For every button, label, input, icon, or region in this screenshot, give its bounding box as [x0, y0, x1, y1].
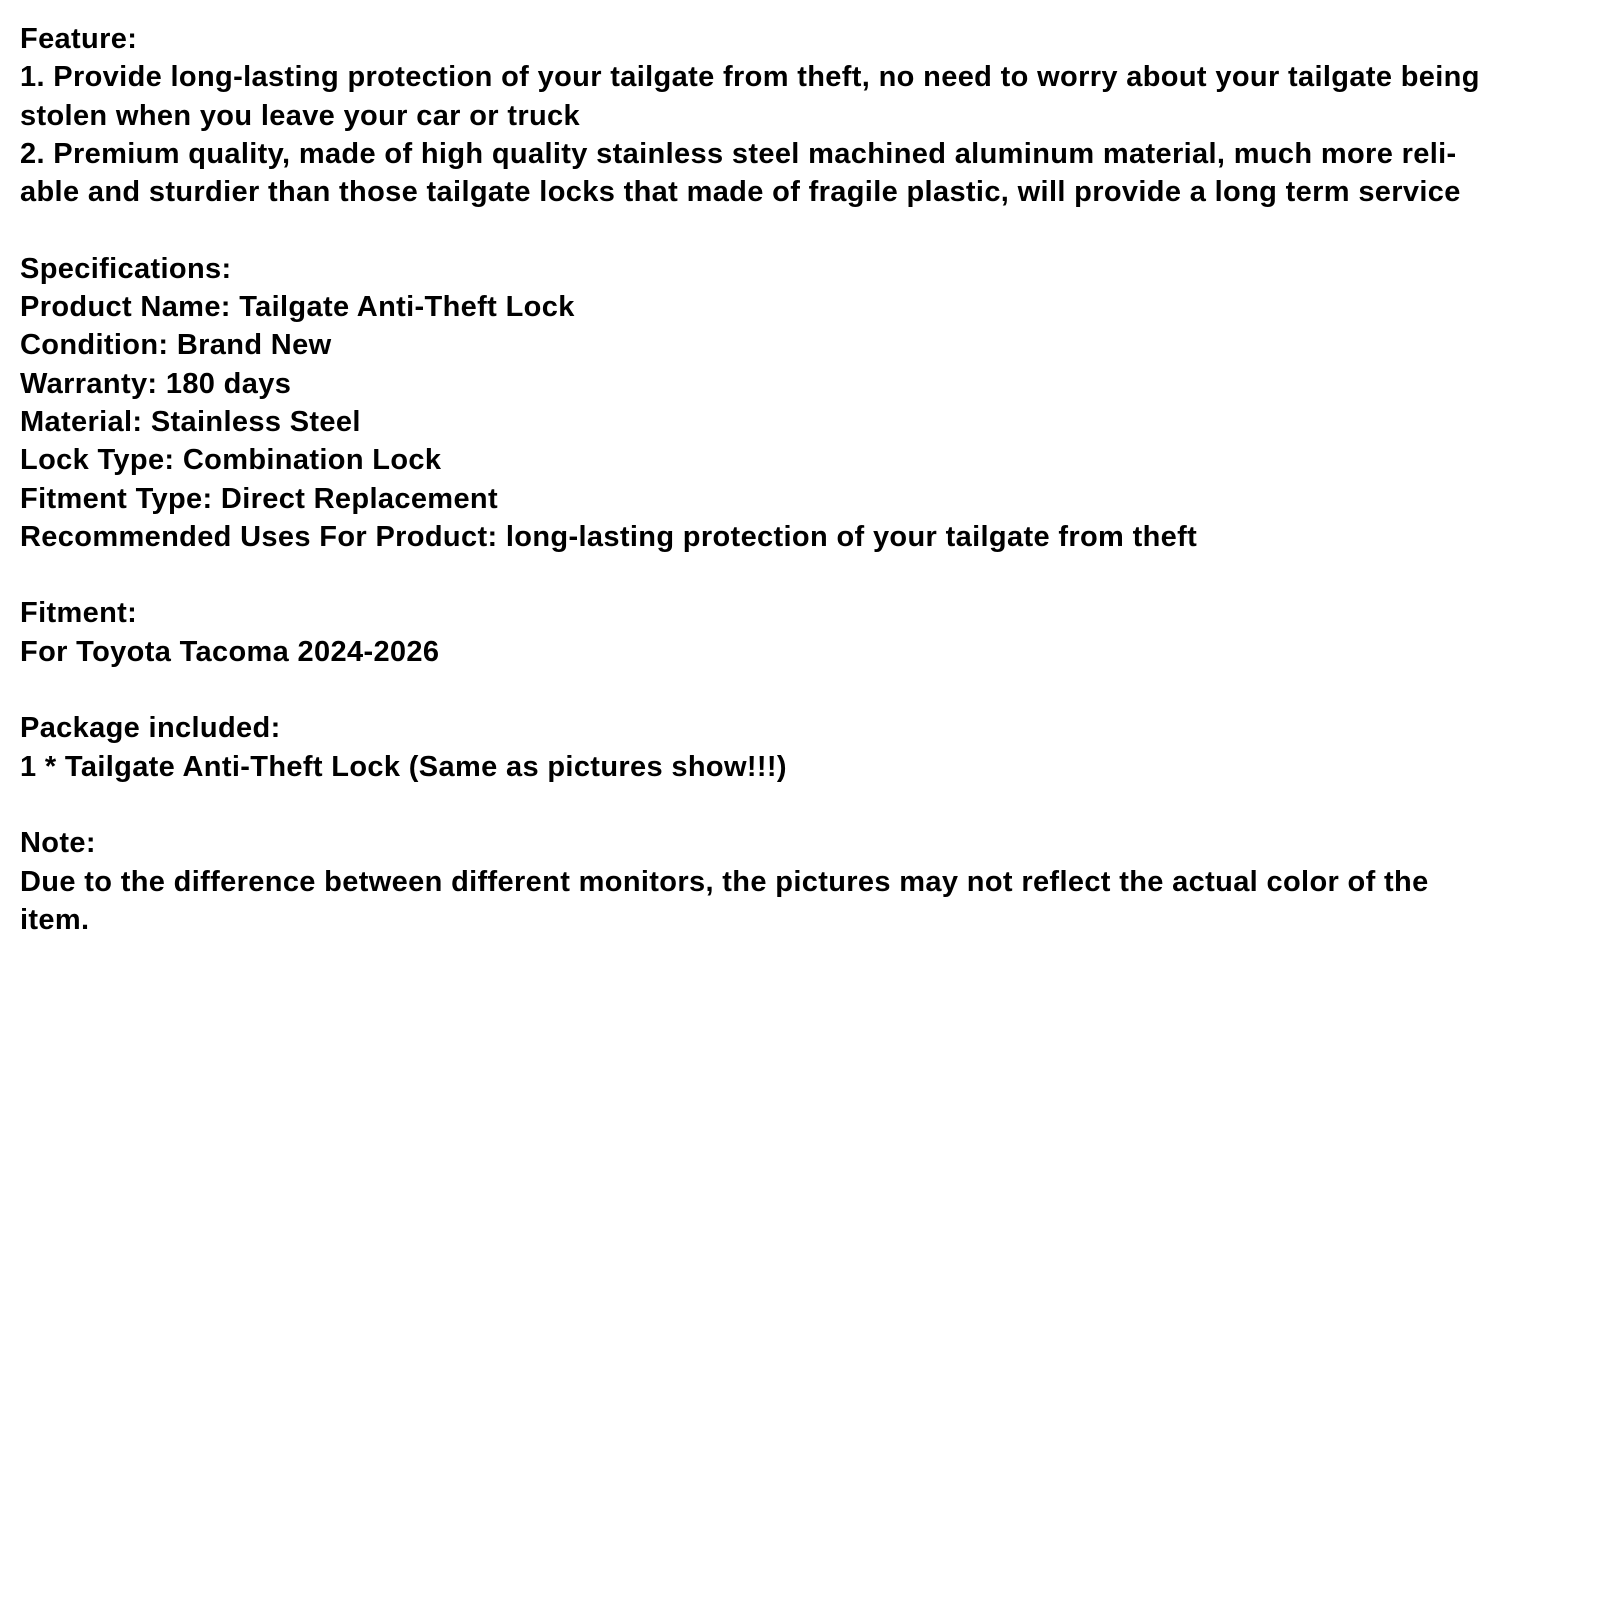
specifications-heading: Specifications: [20, 252, 232, 285]
section-spacer [20, 211, 1590, 249]
fitment-line: For Toyota Tacoma 2024-2026 [20, 635, 440, 668]
section-spacer [20, 671, 1590, 709]
spec-warranty: Warranty: 180 days [20, 367, 292, 400]
spec-product-name: Product Name: Tailgate Anti-Theft Lock [20, 291, 575, 324]
package-section [20, 709, 1590, 786]
spec-fitment-type: Fitment Type: Direct Replacement [20, 482, 498, 515]
spec-recommended-uses: Recommended Uses For Product: long-lasting protection of your tailgate from theft [20, 520, 1198, 553]
product-description [20, 20, 1590, 939]
spec-material: Material: Stainless Steel [20, 405, 361, 438]
note-line: item. [20, 903, 90, 936]
fitment-heading: Fitment: [20, 597, 138, 630]
feature-section [20, 20, 1590, 211]
feature-line: stolen when you leave your car or truck [20, 99, 580, 132]
section-spacer [20, 556, 1590, 594]
feature-line: 2. Premium quality, made of high quality stainless steel machined aluminum material, much more reli- [20, 137, 1457, 170]
fitment-section [20, 594, 1590, 671]
note-line: Due to the difference between different monitors, the pictures may not reflect the actual color of the [20, 865, 1429, 898]
spec-lock-type: Lock Type: Combination Lock [20, 444, 442, 477]
feature-line: able and sturdier than those tailgate locks that made of fragile plastic, will provide a long term service [20, 176, 1461, 209]
feature-line: 1. Provide long-lasting protection of your tailgate from theft, no need to worry about your tailgate being [20, 61, 1480, 94]
package-heading: Package included: [20, 712, 281, 745]
package-line: 1 * Tailgate Anti-Theft Lock (Same as pictures show!!!) [20, 750, 787, 783]
feature-heading: Feature: [20, 23, 138, 55]
spec-condition: Condition: Brand New [20, 329, 332, 362]
section-spacer [20, 786, 1590, 824]
note-heading: Note: [20, 827, 96, 860]
note-section [20, 824, 1590, 939]
specifications-section [20, 250, 1590, 556]
